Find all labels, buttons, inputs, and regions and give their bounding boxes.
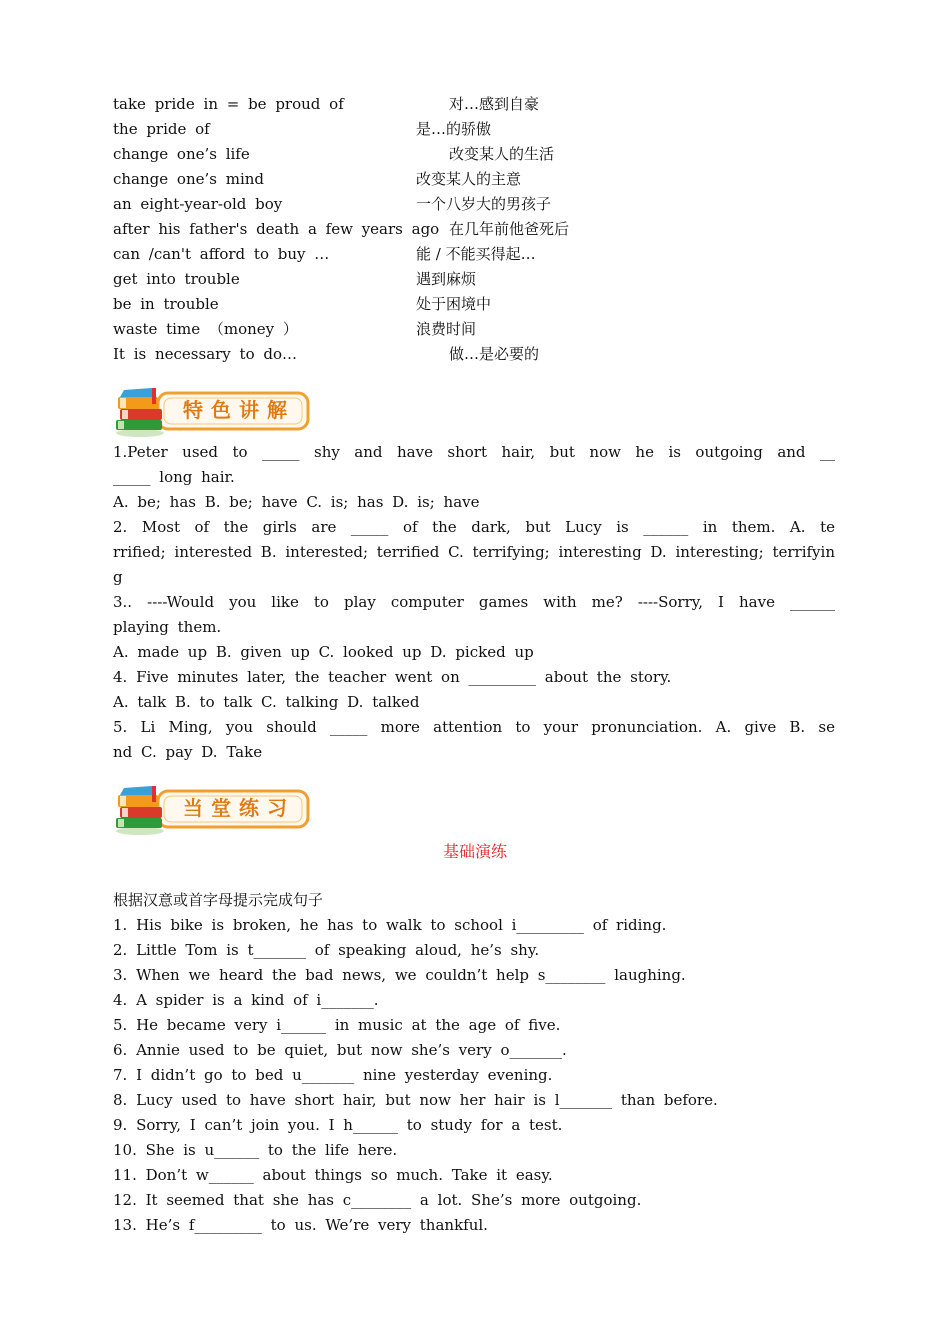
question-line: _____ long hair. xyxy=(113,468,235,486)
exercise-line: 4. A spider is a kind of i_______. xyxy=(113,991,379,1009)
exercise-line: 8. Lucy used to have short hair, but now her hair is l_______ than before. xyxy=(113,1091,718,1109)
phrase-list xyxy=(113,92,833,367)
phrase-chinese: 在几年前他爸死后 xyxy=(449,220,570,238)
question-line: A. talk B. to talk C. talking D. talked xyxy=(113,693,420,711)
phrase-chinese: 一个八岁大的男孩子 xyxy=(416,195,552,213)
question-line: 3.. ----Would you like to play computer games with me? ----Sorry, I have ______ xyxy=(113,593,835,611)
phrase-row xyxy=(113,267,833,292)
question-line: nd C. pay D. Take xyxy=(113,743,263,761)
phrase-english: It is necessary to do… xyxy=(113,345,298,363)
exercise-line: 1. His bike is broken, he has to walk to school i_________ of riding. xyxy=(113,916,667,934)
question-line: 4. Five minutes later, the teacher went on _________ about the story. xyxy=(113,668,672,686)
exercise-line: 2. Little Tom is t_______ of speaking aloud, he’s shy. xyxy=(113,941,540,959)
exercise-line: 7. I didn’t go to bed u_______ nine yesterday evening. xyxy=(113,1066,553,1084)
phrase-english: take pride in = be proud of xyxy=(113,95,344,113)
question-line: 1.Peter used to _____ shy and have short hair, but now he is outgoing and __ xyxy=(113,443,835,461)
question-line: 2. Most of the girls are _____ of the dark, but Lucy is ______ in them. A. te xyxy=(113,518,835,536)
section-banner-explain xyxy=(112,386,312,438)
phrase-english: the pride of xyxy=(113,120,210,138)
exercise-line: 12. It seemed that she has c________ a lot. She’s more outgoing. xyxy=(113,1191,642,1209)
phrase-row xyxy=(113,92,833,117)
question-line: playing them. xyxy=(113,618,222,636)
phrase-row xyxy=(113,342,833,367)
phrase-chinese: 是…的骄傲 xyxy=(416,120,492,138)
phrase-chinese: 改变某人的主意 xyxy=(416,170,522,188)
phrase-row xyxy=(113,292,833,317)
phrase-chinese: 遇到麻烦 xyxy=(416,270,477,288)
exercise-list xyxy=(113,888,835,1238)
exercise-line: 9. Sorry, I can’t join you. I h______ to study for a test. xyxy=(113,1116,563,1134)
section-title: 基础演练 xyxy=(442,842,507,861)
question-line: 5. Li Ming, you should _____ more attention to your pronunciation. A. give B. se xyxy=(113,718,835,736)
question-line: g xyxy=(113,568,123,586)
phrase-chinese: 对…感到自豪 xyxy=(449,95,540,113)
phrase-english: be in trouble xyxy=(113,295,219,313)
phrase-chinese: 处于困境中 xyxy=(416,295,492,313)
phrase-english: change one’s mind xyxy=(113,170,264,188)
question-line: rrified; interested B. interested; terrified C. terrifying; interesting D. interesting; terrifyin xyxy=(113,543,835,561)
phrase-row xyxy=(113,242,833,267)
phrase-chinese: 改变某人的生活 xyxy=(449,145,555,163)
phrase-english: an eight-year-old boy xyxy=(113,195,283,213)
phrase-row xyxy=(113,117,833,142)
phrase-english: change one’s life xyxy=(113,145,250,163)
phrase-row xyxy=(113,142,833,167)
exercise-heading: 根据汉意或首字母提示完成句子 xyxy=(113,891,324,909)
question-line: A. be; has B. be; have C. is; has D. is; have xyxy=(113,493,480,511)
phrase-english: waste time （money ） xyxy=(113,320,298,338)
banner-title: 当堂练习 xyxy=(183,796,295,820)
section-banner-practice xyxy=(112,784,312,836)
question-line: A. made up B. given up C. looked up D. picked up xyxy=(113,643,534,661)
phrase-row xyxy=(113,167,833,192)
phrase-english: can /can't afford to buy … xyxy=(113,245,330,263)
phrase-chinese: 做…是必要的 xyxy=(449,345,540,363)
exercise-line: 10. She is u______ to the life here. xyxy=(113,1141,398,1159)
phrase-english: after his father's death a few years ago xyxy=(113,220,440,238)
phrase-chinese: 浪费时间 xyxy=(416,320,477,338)
phrase-row xyxy=(113,217,833,242)
exercise-line: 5. He became very i______ in music at the age of five. xyxy=(113,1016,561,1034)
exercise-line: 11. Don’t w______ about things so much. Take it easy. xyxy=(113,1166,553,1184)
exercise-line: 3. When we heard the bad news, we couldn’t help s________ laughing. xyxy=(113,966,686,984)
phrase-chinese: 能 / 不能买得起… xyxy=(416,245,536,263)
exercise-line: 6. Annie used to be quiet, but now she’s very o_______. xyxy=(113,1041,567,1059)
phrase-row xyxy=(113,192,833,217)
explain-questions xyxy=(113,440,835,765)
exercise-line: 13. He’s f_________ to us. We’re very thankful. xyxy=(113,1216,488,1234)
banner-title: 特色讲解 xyxy=(183,398,295,422)
phrase-english: get into trouble xyxy=(113,270,240,288)
phrase-row xyxy=(113,317,833,342)
